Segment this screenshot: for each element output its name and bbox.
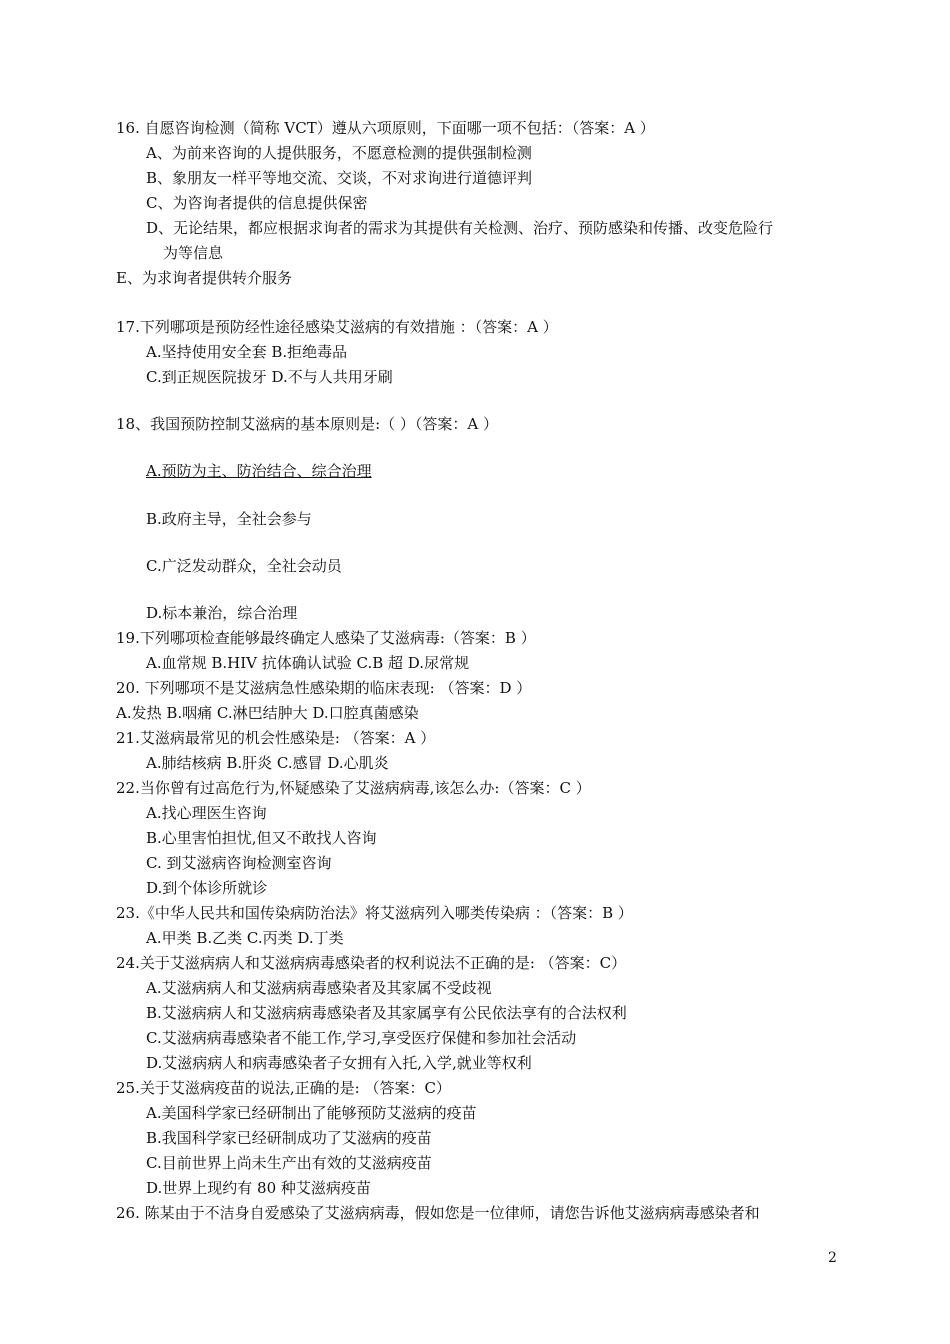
question-22-option-c: C. 到艾滋病咨询检测室咨询 (146, 854, 332, 872)
question-18-option-d: D.标本兼治，综合治理 (146, 604, 298, 622)
question-25-option-a: A.美国科学家已经研制出了能够预防艾滋病的疫苗 (146, 1104, 477, 1122)
question-18-stem: 18、我国预防控制艾滋病的基本原则是:（ ）（答案：A ） (116, 415, 499, 433)
question-25-stem: 25.关于艾滋病疫苗的说法,正确的是: （答案：C） (116, 1079, 451, 1097)
question-22-stem: 22.当你曾有过高危行为,怀疑感染了艾滋病病毒,该怎么办:（答案：C ） (116, 779, 591, 797)
page-number: 2 (828, 1250, 837, 1266)
question-19-stem: 19.下列哪项检查能够最终确定人感染了艾滋病毒:（答案：B ） (116, 629, 536, 647)
question-19-options: A.血常规 B.HIV 抗体确认试验 C.B 超 D.尿常规 (146, 654, 470, 672)
question-20-stem: 20. 下列哪项不是艾滋病急性感染期的临床表现: （答案：D ） (116, 679, 532, 697)
question-24-option-b: B.艾滋病病人和艾滋病病毒感染者及其家属享有公民依法享有的合法权利 (146, 1004, 627, 1022)
question-16-option-e: E、为求询者提供转介服务 (116, 269, 292, 287)
question-17-stem: 17.下列哪项是预防经性途径感染艾滋病的有效措施 ：（答案：A ） (116, 318, 558, 336)
question-20-options: A.发热 B.咽痛 C.淋巴结肿大 D.口腔真菌感染 (116, 704, 419, 722)
question-24-option-a: A.艾滋病病人和艾滋病病毒感染者及其家属不受歧视 (146, 979, 492, 997)
question-25-option-c: C.目前世界上尚未生产出有效的艾滋病疫苗 (146, 1154, 432, 1172)
question-22-option-b: B.心里害怕担忧,但又不敢找人咨询 (146, 829, 377, 847)
question-24-option-c: C.艾滋病病毒感染者不能工作,学习,享受医疗保健和参加社会活动 (146, 1029, 577, 1047)
question-17-options-ab: A.坚持使用安全套 B.拒绝毒品 (146, 343, 348, 361)
question-24-stem: 24.关于艾滋病病人和艾滋病病毒感染者的权利说法不正确的是: （答案：C） (116, 954, 627, 972)
question-16-option-d-line1: D、无论结果，都应根据求询者的需求为其提供有关检测、治疗、预防感染和传播、改变危险行 (146, 219, 774, 237)
question-17-options-cd: C.到正规医院拔牙 D.不与人共用牙刷 (146, 368, 393, 386)
question-18-option-c: C.广泛发动群众，全社会动员 (146, 557, 342, 575)
question-24-option-d: D.艾滋病病人和病毒感染者子女拥有入托,入学,就业等权利 (146, 1054, 532, 1072)
question-21-options: A.肺结核病 B.肝炎 C.感冒 D.心肌炎 (146, 754, 389, 772)
question-18-option-b: B.政府主导，全社会参与 (146, 510, 312, 528)
question-22-option-a: A.找心理医生咨询 (146, 804, 267, 822)
question-16-option-b: B、象朋友一样平等地交流、交谈，不对求询进行道德评判 (146, 169, 533, 187)
question-16-option-a: A、为前来咨询的人提供服务，不愿意检测的提供强制检测 (146, 144, 532, 162)
question-25-option-b: B.我国科学家已经研制成功了艾滋病的疫苗 (146, 1129, 432, 1147)
question-25-option-d: D.世界上现约有 80 种艾滋病疫苗 (146, 1179, 371, 1197)
question-22-option-d: D.到个体诊所就诊 (146, 879, 268, 897)
question-21-stem: 21.艾滋病最常见的机会性感染是: （答案：A ） (116, 729, 436, 747)
question-18-option-a: A.预防为主、防治结合、综合治理 (146, 462, 372, 480)
question-16-option-c: C、为咨询者提供的信息提供保密 (146, 194, 368, 212)
question-26-stem: 26. 陈某由于不洁身自爱感染了艾滋病病毒，假如您是一位律师，请您告诉他艾滋病病毒感染者和 (116, 1204, 760, 1222)
question-16-option-d-line2: 为等信息 (163, 244, 224, 262)
question-23-options: A.甲类 B.乙类 C.丙类 D.丁类 (146, 929, 344, 947)
question-16-stem: 16. 自愿咨询检测（简称 VCT）遵从六项原则，下面哪一项不包括：（答案：A ） (116, 119, 655, 137)
question-23-stem: 23.《中华人民共和国传染病防治法》将艾滋病列入哪类传染病 ：（答案：B ） (116, 904, 633, 922)
